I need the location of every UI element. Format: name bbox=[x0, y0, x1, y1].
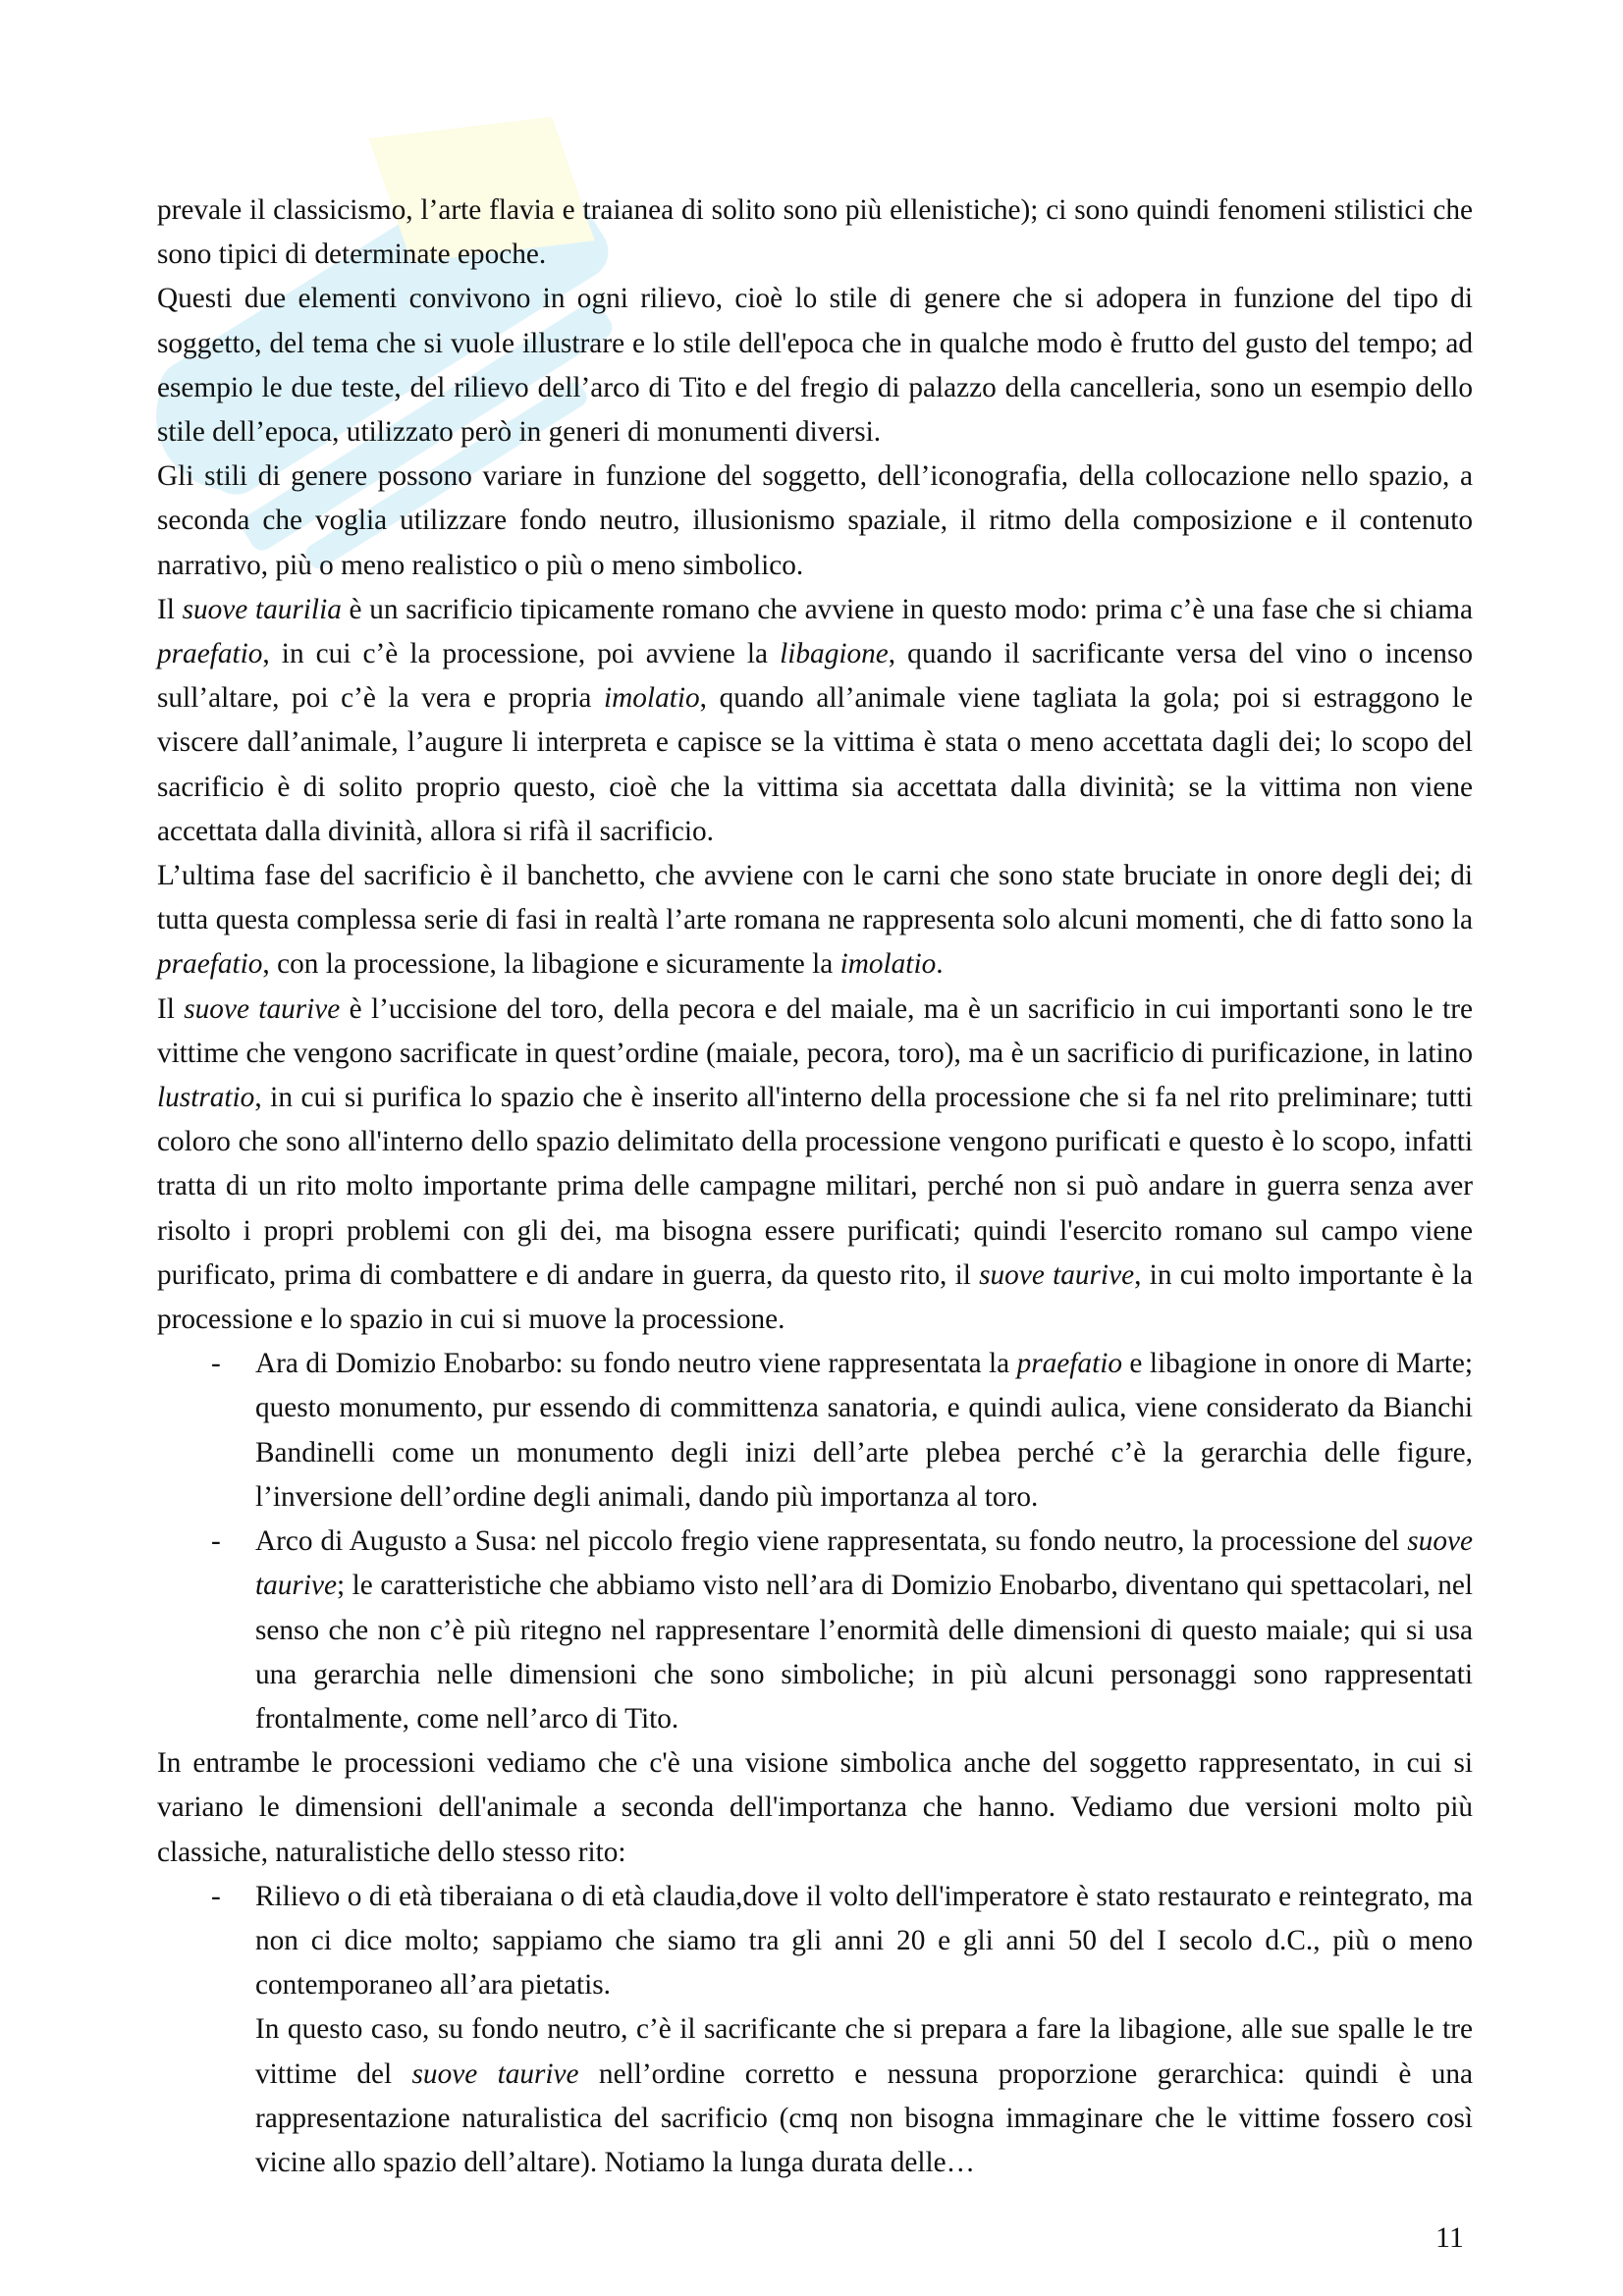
paragraph-6: Il suove taurive è l’uccisione del toro, della pecora e del maiale, ma è un sacrificio in cui importanti sono le tre vittime che vengono sacrificate in quest’ordine (maiale, pecora, toro), ma è un sacrificio di purificazione, in latino lustratio, in cui si purifica lo spazio che è inserito all'interno della processione che si fa nel rito preliminare; tutti coloro che sono all'interno dello spazio delimitato della processione vengono purificati e questo è lo scopo, infatti tratta di un rito molto importante prima delle campagne militari, perché non si può andare in guerra senza aver risolto i propri problemi con gli dei, ma bisogna essere purificati; quindi l'esercito romano sul campo viene purificato, prima di combattere e di andare in guerra, da questo rito, il suove taurive, in cui molto importante è la processione e lo spazio in cui si muove la processione. bbox=[157, 992, 1474, 1336]
italic-term: suove taurive bbox=[979, 1258, 1135, 1291]
paragraph-5: L’ultima fase del sacrificio è il banchetto, che avviene con le carni che sono state bruciate in onore degli dei; di tutta questa complessa serie di fasi in realtà l’arte romana ne rappresenta solo alcuni momenti, che di fatto sono la praefatio, con la processione, la libagione e sicuramente la imolatio. bbox=[157, 860, 1473, 981]
italic-term: imolatio bbox=[603, 682, 700, 715]
list-item bbox=[157, 1520, 1473, 1741]
list-dash: - bbox=[211, 1525, 221, 1558]
paragraph-2: Questi due elementi convivono in ogni rilievo, cioè lo stile di genere che si adopera in funzione del tipo di soggetto, del tema che si vuole illustrare e lo stile dell'epoca che in qualche modo è frutto del gusto del tempo; ad esempio le due teste, del rilievo dell’arco di Tito e del fregio di palazzo della cancelleria, sono un esempio dello stile dell’epoca, utilizzato però in generi di monumenti diversi. bbox=[157, 283, 1473, 449]
italic-term: libagione bbox=[780, 638, 889, 670]
list-item-text: Ara di Domizio Enobarbo: su fondo neutro viene rappresentata la praefatio e libagione in onore di Marte; questo monumento, pur essendo di committenza sanatoria, e quindi aulica, viene considerato da Bianchi Bandinelli come un monumento degli inizi dell’arte plebea perché c’è la gerarchia delle figure, l’inversione dell’ordine degli animali, dando più importanza al toro. bbox=[255, 1348, 1473, 1513]
paragraph-3: Gli stili di genere possono variare in funzione del soggetto, dell’iconografia, della collocazione nello spazio, a seconda che voglia utilizzare fondo neutro, illusionismo spaziale, il ritmo della composizione e il contenuto narrativo, più o meno realistico o più o meno simbolico. bbox=[157, 460, 1473, 581]
italic-term: suove taurive bbox=[411, 2057, 579, 2090]
italic-term: suove taurilia bbox=[182, 593, 342, 625]
italic-term: praefatio bbox=[1016, 1348, 1122, 1380]
italic-term: suove taurive bbox=[184, 992, 341, 1025]
document-body bbox=[157, 188, 1473, 2185]
paragraph-8: In questo caso, su fondo neutro, c’è il sacrificante che si prepara a fare la libagione, alle sue spalle le tre vittime del suove taurive nell’ordine corretto e nessuna proporzione gerarchica: quindi è una rappresentazione naturalistica del sacrificio (cmq non bisogna immaginare che le vittime fossero così vicine allo spazio dell’altare). Notiamo la lunga durata delle… bbox=[255, 2013, 1473, 2178]
italic-term: praefatio bbox=[157, 638, 263, 670]
paragraph-4: Il suove taurilia è un sacrificio tipicamente romano che avviene in questo modo: prima c’è una fase che si chiama praefatio, in cui c’è la processione, poi avviene la libagione, quando il sacrificante versa del vino o incenso sull’altare, poi c’è la vera e propria imolatio, quando all’animale viene tagliata la gola; poi si estraggono le viscere dall’animale, l’augure li interpreta e capisce se la vittima è stata o meno accettata dagli dei; lo scopo del sacrificio è di solito proprio questo, cioè che la vittima sia accettata dalla divinità; se la vittima non viene accettata dalla divinità, allora si rifà il sacrificio. bbox=[157, 593, 1474, 847]
italic-term: imolatio bbox=[839, 948, 937, 981]
list-dash: - bbox=[211, 1880, 221, 1912]
list-dash: - bbox=[211, 1348, 221, 1380]
list-item bbox=[157, 1342, 1473, 1520]
italic-term: praefatio bbox=[157, 948, 263, 981]
italic-term: suove taurive bbox=[255, 1525, 1473, 1602]
italic-term: lustratio bbox=[157, 1082, 255, 1114]
list-item-text: Rilievo o di età tiberaiana o di età claudia,dove il volto dell'imperatore è stato restaurato e reintegrato, ma non ci dice molto; sappiamo che siamo tra gli anni 20 e gli anni 50 del I secolo d.C., più o meno contemporaneo all’ara pietatis. bbox=[255, 1880, 1473, 2002]
paragraph-1: prevale il classicismo, l’arte flavia e traianea di solito sono più ellenistiche); ci sono quindi fenomeni stilistici che sono tipici di determinate epoche. bbox=[157, 194, 1473, 271]
page-number: 11 bbox=[1435, 2221, 1464, 2254]
paragraph-7: In entrambe le processioni vediamo che c'è una visione simbolica anche del soggetto rappresentato, in cui si variano le dimensioni dell'animale a seconda dell'importanza che hanno. Vediamo due versioni molto più classiche, naturalistiche dello stesso rito: bbox=[157, 1747, 1473, 1868]
list-item bbox=[157, 1875, 1473, 2008]
list-item-text: Arco di Augusto a Susa: nel piccolo fregio viene rappresentata, su fondo neutro, la processione del suove taurive; le caratteristiche che abbiamo visto nell’ara di Domizio Enobarbo, diventano qui spettacolari, nel senso che non c’è più ritegno nel rappresentare l’enormità delle dimensioni di questo maiale; qui si usa una gerarchia nelle dimensioni che sono simboliche; in più alcuni personaggi sono rappresentati frontalmente, come nell’arco di Tito. bbox=[255, 1525, 1473, 1735]
